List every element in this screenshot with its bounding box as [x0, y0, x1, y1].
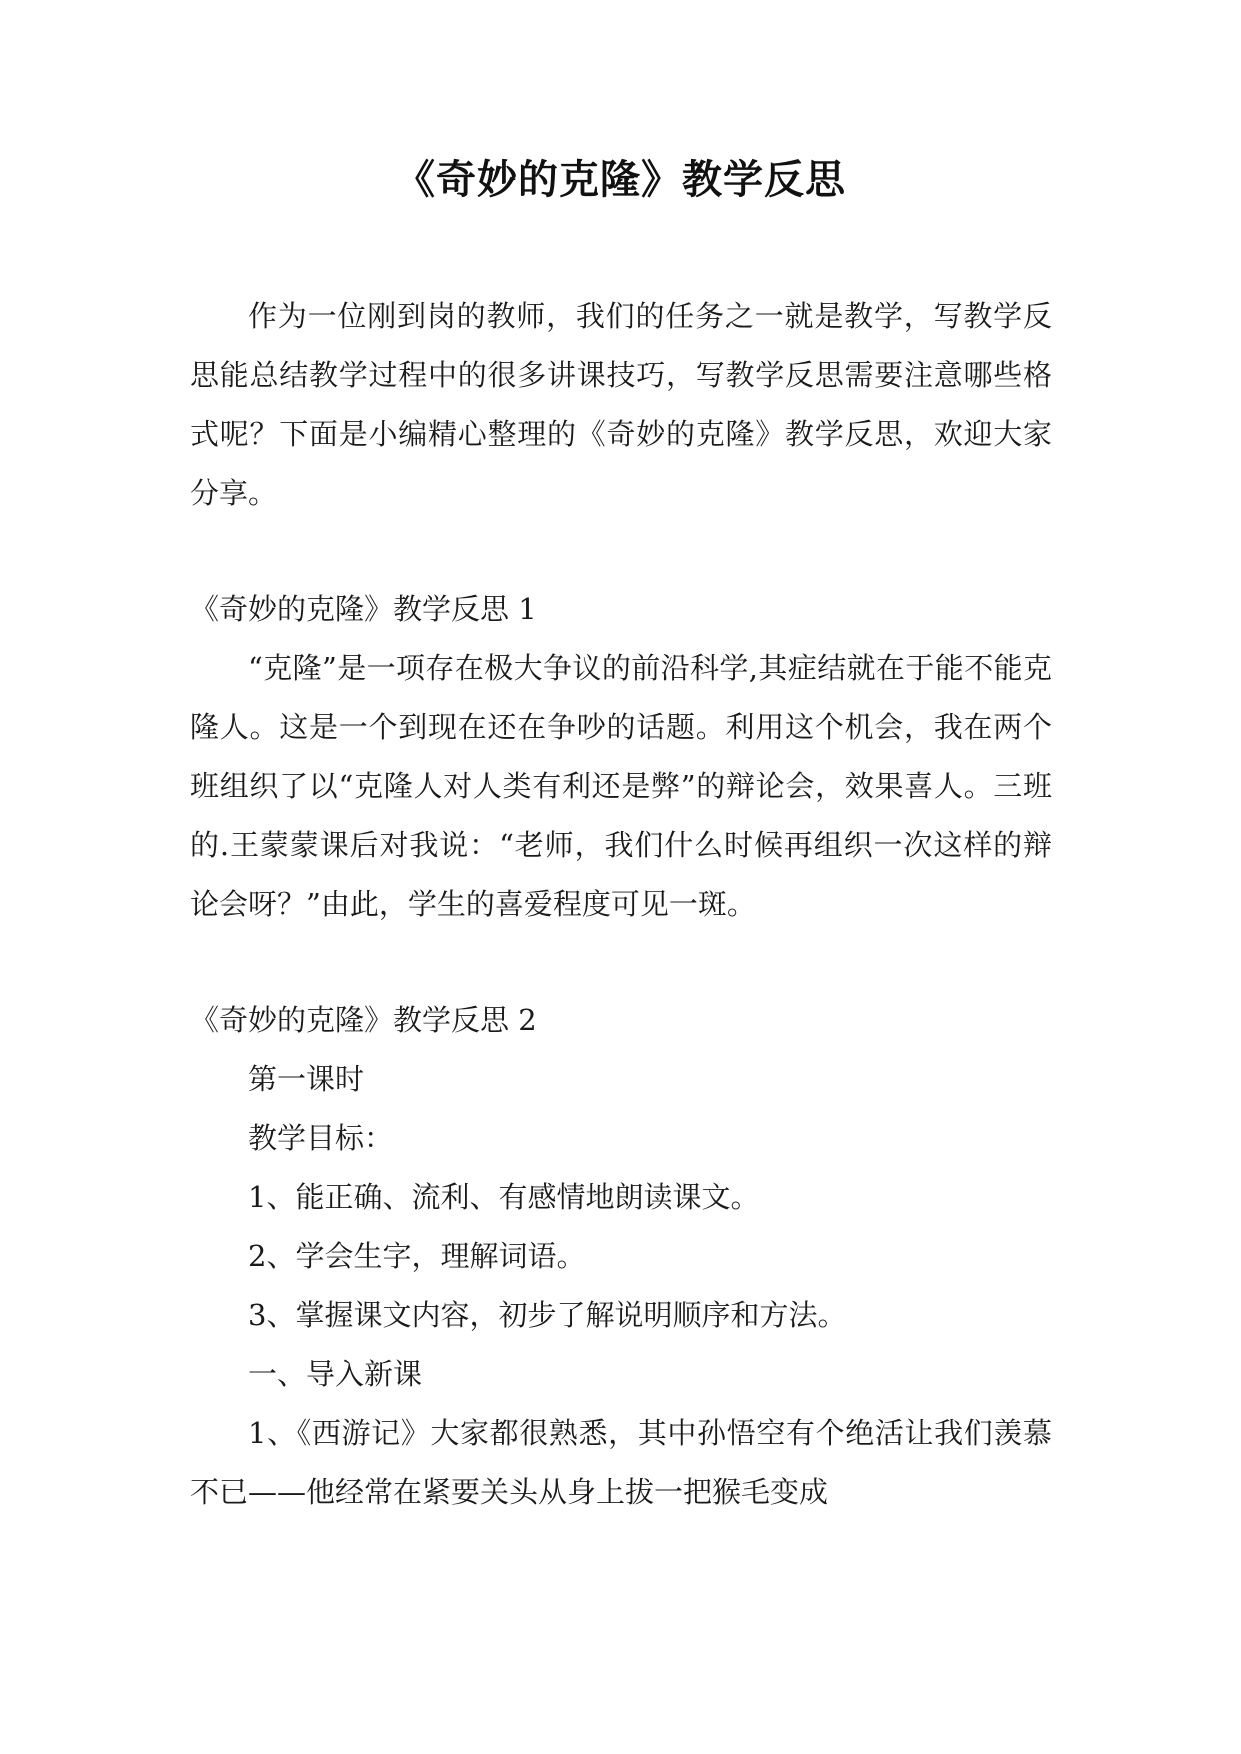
- step-1-paragraph: 1、《西游记》大家都很熟悉，其中孙悟空有个绝活让我们羡慕不已——他经常在紧要关头从身上拔一把猴毛变成: [190, 1416, 1052, 1509]
- intro-paragraph: 作为一位刚到岗的教师，我们的任务之一就是教学，写教学反思能总结教学过程中的很多讲课技巧，写教学反思需要注意哪些格式呢？下面是小编精心整理的《奇妙的克隆》教学反思，欢迎大家分享。: [190, 299, 1052, 510]
- section-heading-2: 《奇妙的克隆》教学反思 2: [190, 1003, 537, 1037]
- goal-item-1: 1、能正确、流利、有感情地朗读课文。: [248, 1180, 760, 1214]
- section-heading-1: 《奇妙的克隆》教学反思 1: [190, 592, 537, 626]
- document-title: 《奇妙的克隆》教学反思: [395, 157, 846, 203]
- teaching-goals-label: 教学目标：: [248, 1121, 394, 1155]
- document-body: [190, 287, 1052, 1522]
- goal-item-2: 2、学会生字，理解词语。: [248, 1239, 586, 1273]
- step-heading-1: 一、导入新课: [248, 1357, 423, 1391]
- goal-item-3: 3、掌握课文内容，初步了解说明顺序和方法。: [248, 1298, 847, 1332]
- section-1-paragraph: “克隆”是一项存在极大争议的前沿科学,其症结就在于能不能克隆人。这是一个到现在还在争吵的话题。利用这个机会，我在两个班组织了以“克隆人对人类有利还是弊”的辩论会，效果喜人。三班的.王蒙蒙课后对我说：“老师，我们什么时候再组织一次这样的辩论会呀？”由此，学生的喜爱程度可见一斑。: [190, 651, 1052, 921]
- lesson-period: 第一课时: [248, 1062, 365, 1096]
